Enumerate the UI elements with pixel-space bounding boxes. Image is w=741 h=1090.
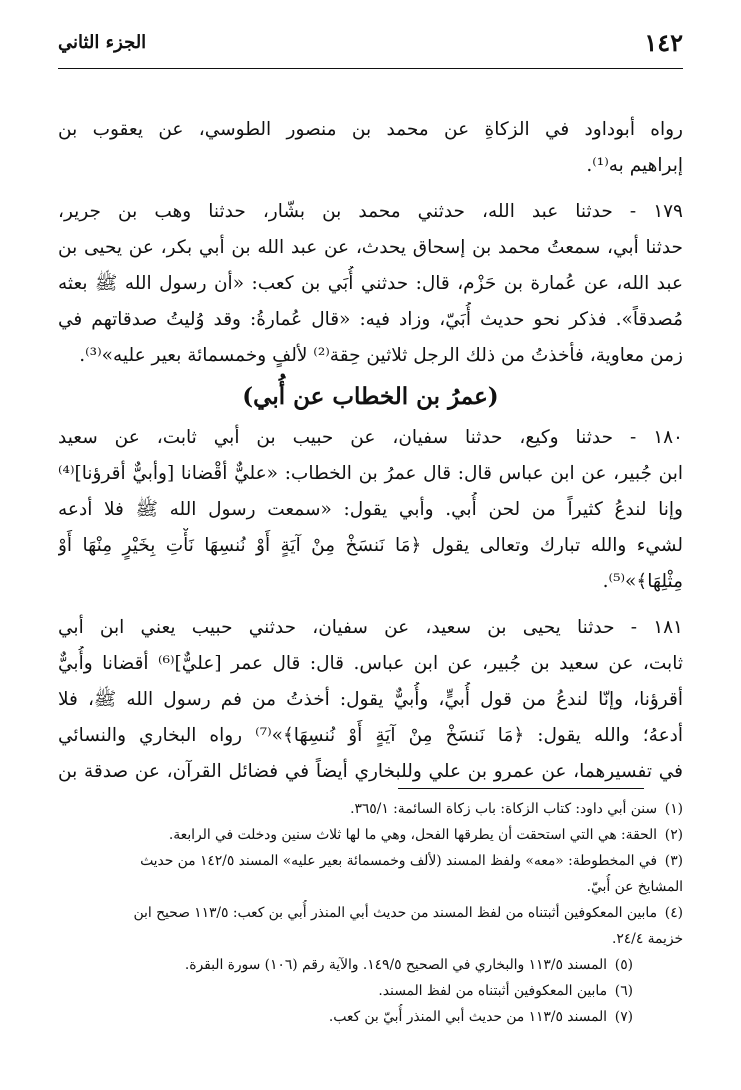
text-line: وإنا لندعُ كثيراً من لحن أُبي. وأبي يقول: «سمعت رسول الله ﷺ فلا أدعه bbox=[58, 499, 683, 520]
footnote-4: (٤)مابين المعكوفين أثبتناه من لفظ المسند من حديث أبي المنذر أُبي بن كعب: ١١٣/٥ صحيح ابن bbox=[133, 905, 683, 921]
text-line: ثابت، عن سعيد بن جُبير، عن ابن عباس. قال: قال عمر [عليٌّ]⁽⁶⁾ أقضانا وأُبيٌّ bbox=[58, 653, 683, 674]
hadith-179-line: ١٧٩ - حدثنا عبد الله، حدثني محمد بن بشّار، حدثنا وهب بن جرير، bbox=[58, 201, 683, 222]
text-line: إبراهيم به⁽¹⁾. bbox=[586, 155, 683, 176]
hadith-181-line: ١٨١ - حدثنا يحيى بن سعيد، عن سفيان، حدثني حبيب يعني ابن أبي bbox=[58, 617, 683, 638]
text-line: مُصدقاً». فذكر نحو حديث أُبَيّ، وزاد فيه: «قال عُمارةُ: وقد وُليتُ صدقاتهم في bbox=[58, 309, 683, 330]
page-header bbox=[58, 28, 683, 69]
text-line: مِثْلِهَا﴾»⁽⁵⁾. bbox=[602, 571, 683, 592]
text-line: زمن معاوية، فأخذتُ من ذلك الرجل ثلاثين حِقة⁽²⁾ لألفٍ وخمسمائة بعير عليه»⁽³⁾. bbox=[79, 345, 683, 366]
section-heading: (عمرُ بن الخطاب عن أُبي) bbox=[242, 383, 499, 410]
page-number: ١٤٢ bbox=[644, 28, 683, 57]
text-line: أقرؤنا، وإنّا لندعُ من قول أُبيٍّ، وأُبيٌّ يقول: أخذتُ من فم رسول الله ﷺ، فلا bbox=[58, 689, 683, 710]
footnote-6: (٦)مابين المعكوفين أثبتناه من لفظ المسند. bbox=[378, 983, 633, 999]
text-line: أدعهُ؛ والله يقول: ﴿مَا نَنسَخْ مِنْ آيَةٍ أَوْ نُنسِهَا﴾»⁽⁷⁾ رواه البخاري والنسائي bbox=[58, 725, 683, 746]
text-line: رواه أبوداود في الزكاةِ عن محمد بن منصور الطوسي، عن يعقوب بن bbox=[58, 119, 683, 140]
text-line: عبد الله، عن عُمارة بن حَزْم، قال: حدثني أُبَي بن كعب: «أن رسول الله ﷺ بعثه bbox=[58, 273, 683, 294]
text-line: في تفسيرهما، عن عمرو بن علي وللبخاري أيضاً في فضائل القرآن، عن صدقة بن bbox=[58, 761, 683, 782]
text-line: لشيء والله تبارك وتعالى يقول ﴿مَا نَنسَخْ مِنْ آيَةٍ أَوْ نُنسِهَا نَأْتِ بِخَيْرٍ مِنْهَا أَوْ bbox=[58, 535, 683, 556]
main-text bbox=[58, 112, 683, 790]
footnote-1: (١)سنن أبي داود: كتاب الزكاة: باب زكاة السائمة: ٣٦٥/١. bbox=[350, 801, 683, 817]
footnotes bbox=[58, 796, 683, 1030]
footnote-2: (٢)الحقة: هي التي استحقت أن يطرقها الفحل، وهي ما لها ثلاث سنين ودخلت في الرابعة. bbox=[168, 827, 683, 843]
text-line: ابن جُبير، عن ابن عباس قال: قال عمرُ بن الخطاب: «عليٌّ أقْضانا [وأبيٌّ أقرؤنا]⁽⁴⁾ bbox=[58, 463, 683, 484]
volume-title: الجزء الثاني bbox=[58, 32, 147, 53]
text-line: حدثنا أبي، سمعتُ محمد بن إسحاق يحدث، عن عبد الله بن أبي بكر، عن يحيى بن bbox=[58, 237, 683, 258]
footnote-3-cont: المشايخ عن أُبيّ. bbox=[586, 879, 683, 895]
footnote-7: (٧)المسند ١١٣/٥ من حديث أبي المنذر أُبيّ بن كعب. bbox=[328, 1009, 633, 1025]
footnote-5: (٥)المسند ١١٣/٥ والبخاري في الصحيح ١٤٩/٥. والآية رقم (١٠٦) سورة البقرة. bbox=[184, 957, 633, 973]
footnote-divider bbox=[398, 788, 644, 789]
footnote-4-cont: خزيمة ٢٤/٤. bbox=[611, 931, 683, 947]
hadith-180-line: ١٨٠ - حدثنا وكيع، حدثنا سفيان، عن حبيب بن أبي ثابت، عن سعيد bbox=[58, 427, 683, 448]
footnote-3: (٣)في المخطوطة: «معه» ولفظ المسند (لألف وخمسمائة بعير عليه» المسند ١٤٢/٥ من حديث bbox=[140, 853, 683, 869]
